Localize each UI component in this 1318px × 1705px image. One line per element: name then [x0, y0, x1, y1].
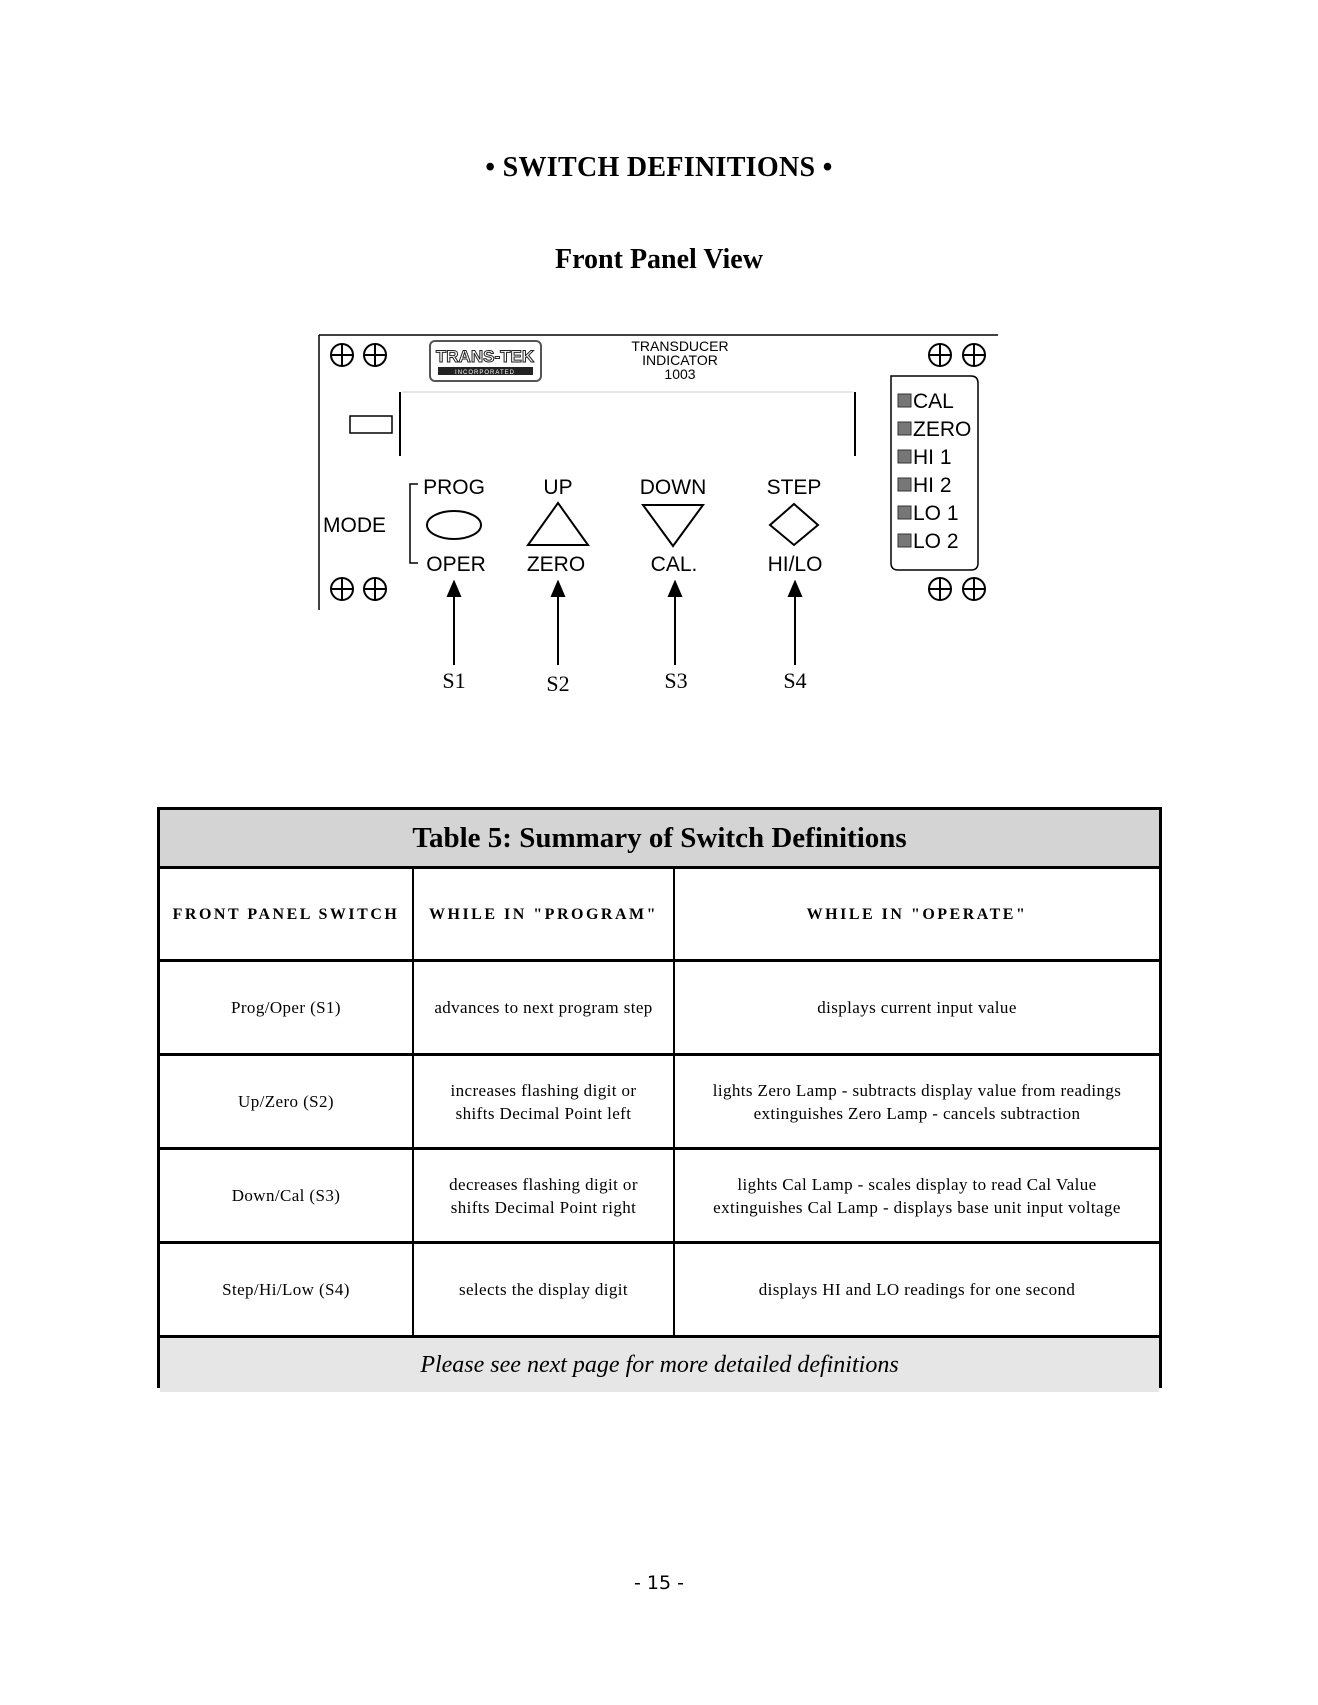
lamp-label-hi2: HI 2	[913, 474, 952, 497]
header-while-in-operate: WHILE IN "OPERATE"	[806, 905, 1028, 923]
svg-text:1003: 1003	[664, 366, 696, 382]
table-row	[160, 1244, 1159, 1338]
page-number: - 15 -	[634, 1572, 684, 1594]
header-front-panel-switch: FRONT PANEL SWITCH	[160, 869, 414, 959]
lamp-panel	[891, 376, 978, 570]
button-s1-top-label: PROG	[423, 476, 485, 499]
header-while-in-program: WHILE IN "PROGRAM"	[414, 869, 675, 959]
mode-bracket	[410, 484, 418, 563]
table-header-row	[160, 869, 1159, 962]
switch-label-s1: S1	[442, 668, 466, 693]
lo1-lamp	[898, 506, 911, 519]
table-row	[160, 1150, 1159, 1244]
brand-logo	[430, 341, 541, 381]
section-subtitle: Front Panel View	[555, 244, 763, 275]
svg-text:INCORPORATED: INCORPORATED	[455, 370, 515, 376]
lamp-label-lo2: LO 2	[913, 530, 959, 553]
button-s3-top-label: DOWN	[639, 476, 707, 499]
button-s1-bottom-label: OPER	[426, 553, 486, 576]
lamp-label-hi1: HI 1	[913, 446, 952, 469]
button-s2-bottom-label: ZERO	[526, 553, 586, 576]
lamp-label-cal: CAL	[913, 390, 954, 413]
step-hilo-button[interactable]	[770, 504, 818, 545]
button-top-labels	[423, 476, 821, 499]
hi1-lamp	[898, 450, 911, 463]
operate-cell: displays HI and LO readings for one second	[758, 1280, 1076, 1299]
program-cell: increases flashing digit or shifts Decimal Point left	[414, 1056, 675, 1147]
switch-cell: Up/Zero (S2)	[160, 1056, 414, 1147]
up-zero-button[interactable]	[528, 503, 588, 545]
button-s4-bottom-label: HI/LO	[767, 553, 823, 576]
switch-arrows	[318, 580, 998, 670]
hi2-lamp	[898, 478, 911, 491]
program-cell: advances to next program step	[414, 962, 675, 1053]
table-row	[160, 962, 1159, 1056]
program-cell: decreases flashing digit or shifts Decimal Point right	[414, 1150, 675, 1241]
lamp-label-zero: ZERO	[913, 418, 972, 441]
prog-oper-button[interactable]	[427, 511, 481, 539]
display-window	[350, 392, 855, 456]
button-s2-top-label: UP	[543, 476, 573, 499]
svg-text:INDICATOR: INDICATOR	[642, 352, 718, 368]
program-cell: selects the display digit	[414, 1244, 675, 1335]
button-bottom-labels	[426, 553, 822, 576]
switch-label-s4: S4	[783, 668, 807, 693]
svg-text:TRANSDUCER: TRANSDUCER	[631, 338, 729, 354]
operate-cell: lights Zero Lamp - subtracts display value from readings extinguishes Zero Lamp - cancels subtraction	[712, 1080, 1122, 1123]
operate-cell: lights Cal Lamp - scales display to read Cal Value extinguishes Cal Lamp - displays base unit input voltage	[713, 1174, 1121, 1217]
switch-definitions-table	[157, 807, 1162, 1388]
svg-text:TRANS-TEK: TRANS-TEK	[435, 347, 535, 366]
down-cal-button[interactable]	[643, 505, 703, 546]
switch-label-s2: S2	[546, 671, 570, 696]
switch-cell: Step/Hi/Low (S4)	[160, 1244, 414, 1335]
mode-label: MODE	[323, 514, 386, 537]
zero-lamp	[898, 422, 911, 435]
lamp-label-lo1: LO 1	[913, 502, 959, 525]
table-title: Table 5: Summary of Switch Definitions	[160, 810, 1159, 869]
operate-cell: displays current input value	[817, 998, 1017, 1017]
switch-cell: Down/Cal (S3)	[160, 1150, 414, 1241]
cal-lamp	[898, 394, 911, 407]
lo2-lamp	[898, 534, 911, 547]
page-title: • SWITCH DEFINITIONS •	[485, 152, 833, 183]
button-s3-bottom-label: CAL.	[650, 553, 698, 576]
front-panel-diagram	[318, 334, 998, 610]
button-s4-top-label: STEP	[766, 476, 822, 499]
switch-cell: Prog/Oper (S1)	[160, 962, 414, 1053]
table-footer-note: Please see next page for more detailed definitions	[160, 1338, 1159, 1392]
switch-label-s3: S3	[664, 668, 688, 693]
device-name	[631, 338, 728, 382]
front-panel-svg	[318, 334, 998, 610]
table-row	[160, 1056, 1159, 1150]
